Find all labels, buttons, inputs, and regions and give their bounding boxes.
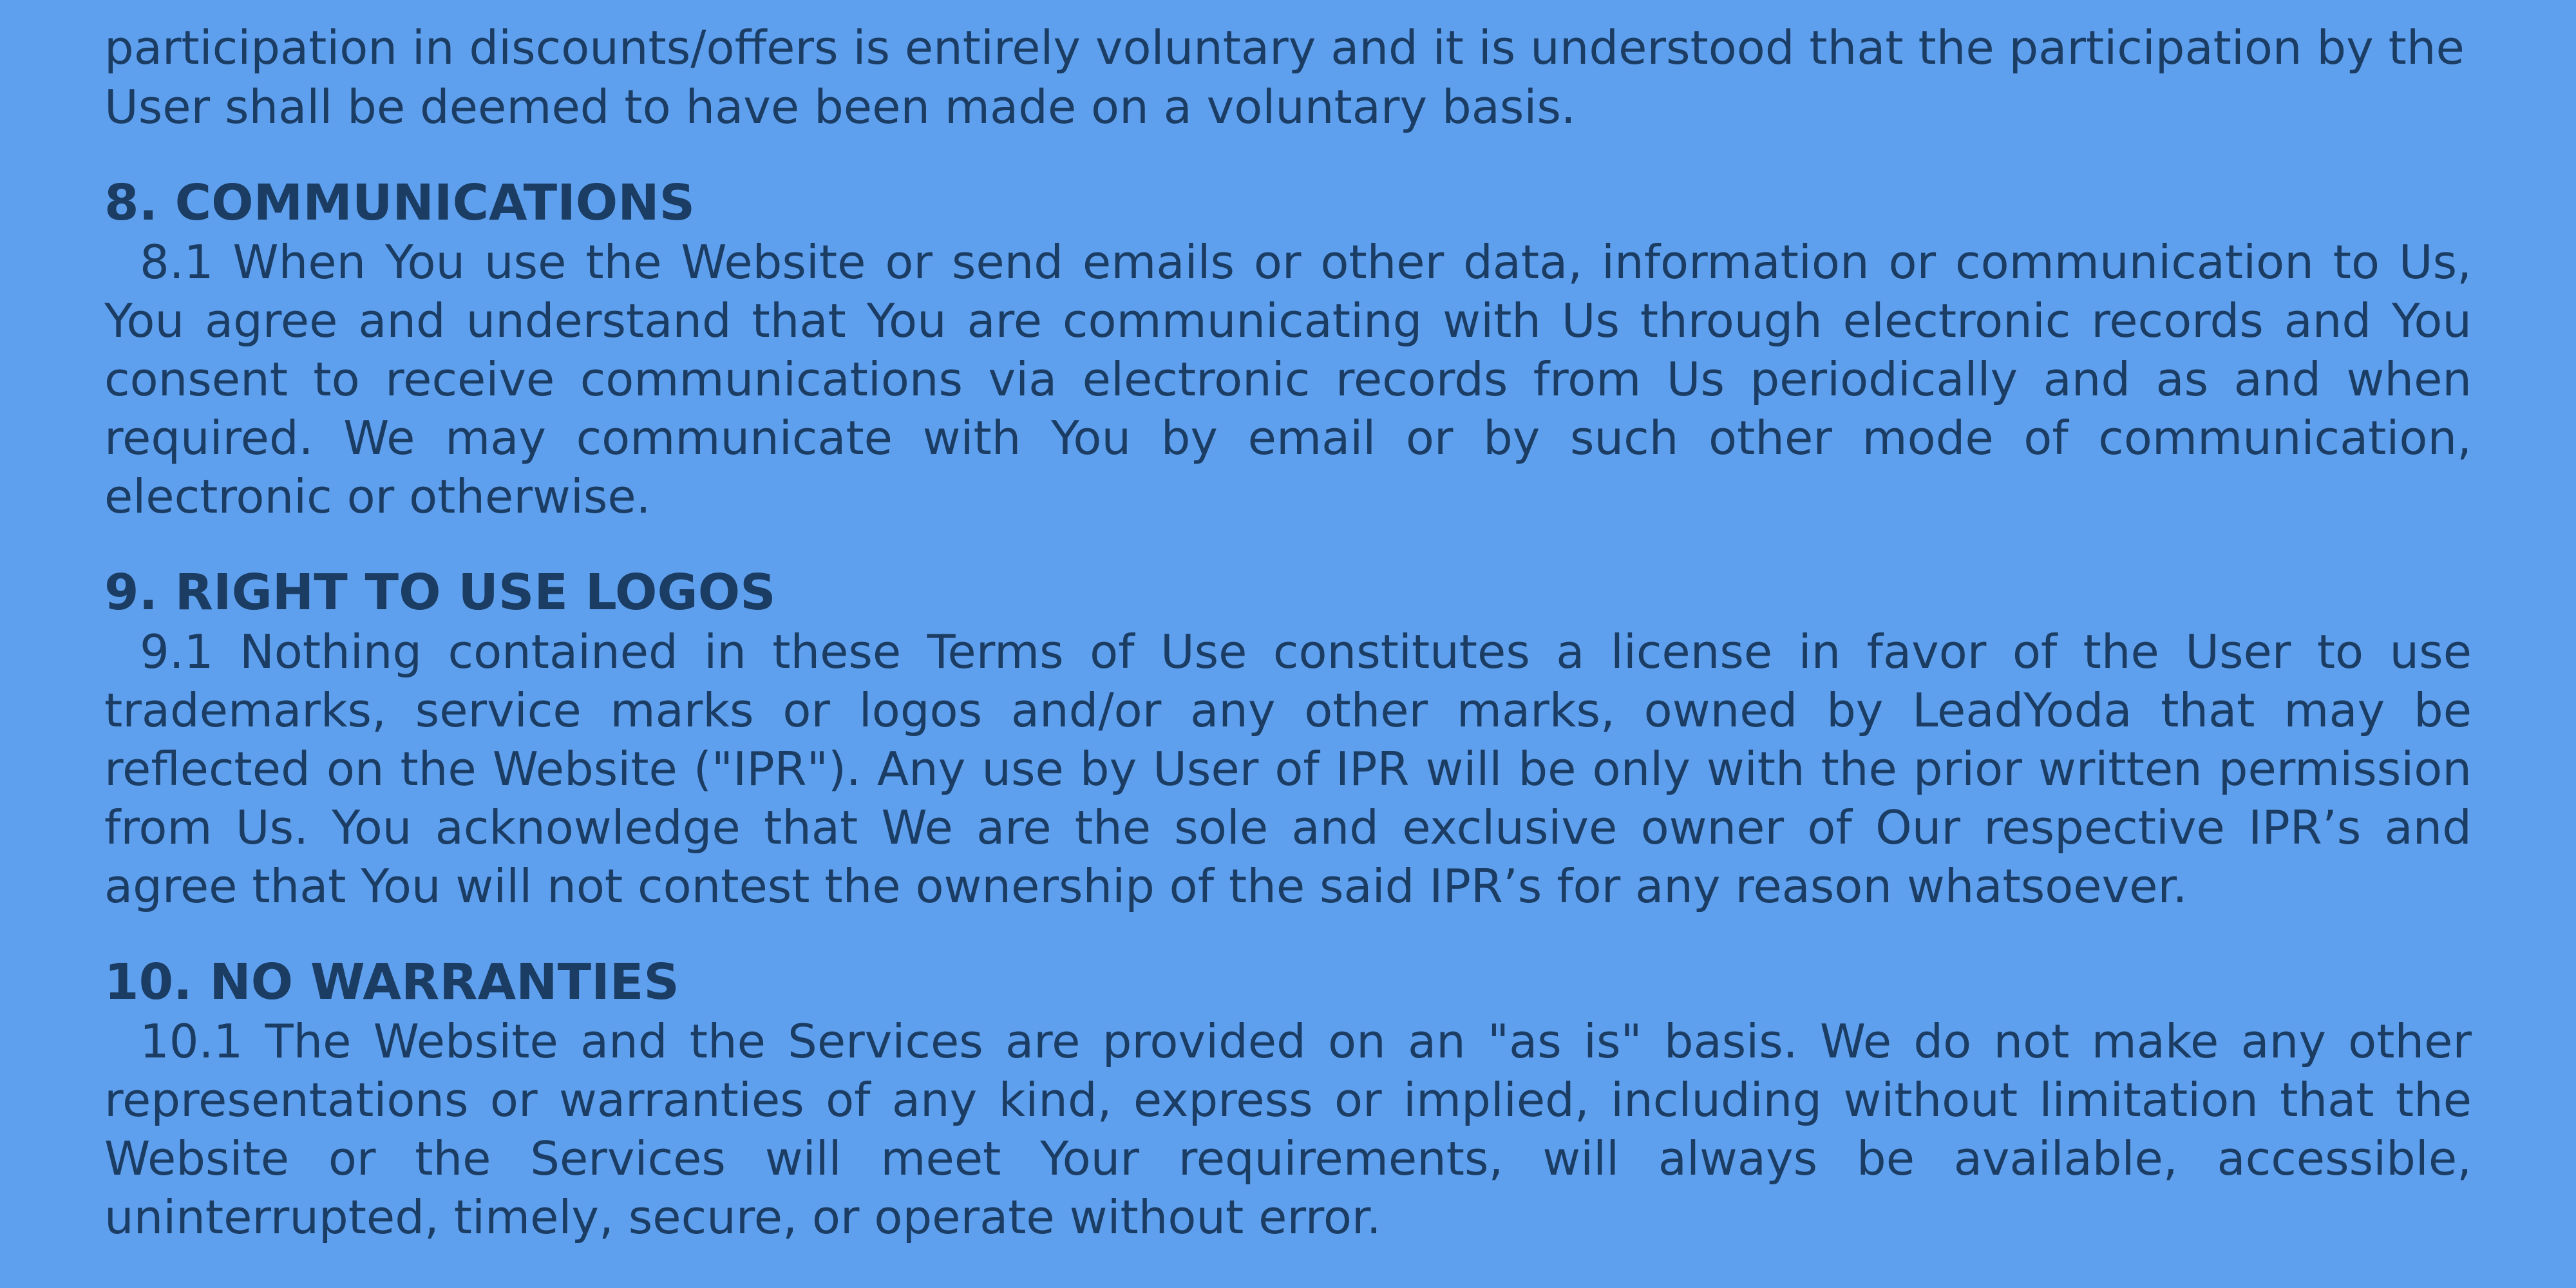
section-title: 8. COMMUNICATIONS [104, 175, 696, 232]
lead-paragraph: participation in discounts/offers is entirely voluntary and it is understood that the participation by the User shall be deemed to have been made on a voluntary basis. [104, 21, 2465, 134]
section-title: 10. NO WARRANTIES [104, 954, 679, 1011]
section-title: 9. RIGHT TO USE LOGOS [104, 564, 776, 621]
section-communications [104, 174, 2472, 526]
section-body: 8.1 When You use the Website or send emails or other data, information or communication to Us, You agree and understand that You are communicating with Us through electronic records and You consent to receive communications via electronic records from Us periodically and as and when required. We may communicate with You by email or by such other mode of communication, electronic or otherwise. [104, 235, 2472, 524]
section-body: 9.1 Nothing contained in these Terms of Use constitutes a license in favor of the User to use trademarks, service marks or logos and/or any other marks, owned by LeadYoda that may be reflected on the Website ("IPR"). Any use by User of IPR will be only with the prior written permission from Us. You acknowledge that We are the sole and exclusive owner of Our respective IPR’s and agree that You will not contest the ownership of the said IPR’s for any reason whatsoever. [104, 625, 2472, 913]
section-body: 10.1 The Website and the Services are provided on an "as is" basis. We do not make any other representations or warranties of any kind, express or implied, including without limitation that the Website or the Services will meet Your requirements, will always be available, accessible, uninterrupted, timely, secure, or operate without error. [104, 1014, 2472, 1244]
section-no-warranties [104, 953, 2472, 1247]
section-right-to-use-logos [104, 564, 2472, 916]
